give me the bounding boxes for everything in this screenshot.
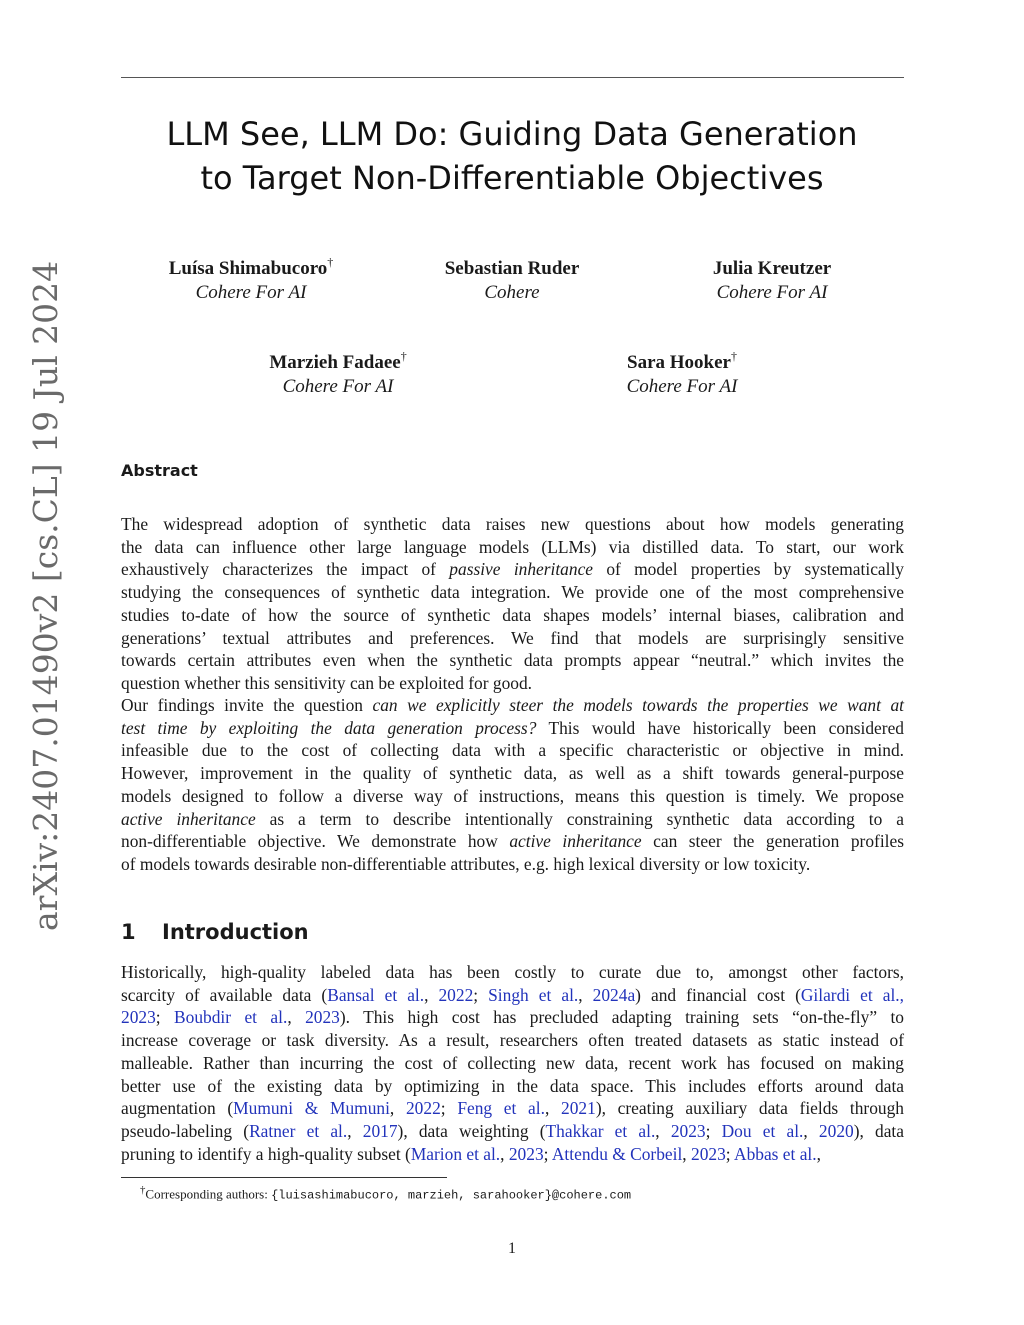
emphasis-text: passive inheritance [449, 559, 594, 580]
author-block [372, 250, 652, 305]
citation-link[interactable]: 2022 [438, 984, 474, 1005]
text-run: ). This high cost has precluded adapting training sets “on-the-fly” to [339, 1007, 904, 1028]
text-run: better use of the existing data by optimizing in the data space. This includes efforts around data [121, 1075, 904, 1096]
text-run: scarcity of available data ( [121, 984, 328, 1005]
citation-link[interactable]: Thakkar et al. [545, 1120, 656, 1141]
citation-link[interactable]: 2021 [561, 1098, 596, 1119]
author-block [632, 250, 912, 305]
text-run: , [578, 984, 593, 1005]
text-run: malleable. Rather than incurring the cost of collecting new data, recent work has focused on making [121, 1052, 904, 1073]
author-affiliation: Cohere For AI [626, 376, 738, 397]
text-line [121, 1097, 904, 1120]
footnote [140, 1181, 631, 1204]
abstract-paragraph-2 [121, 694, 904, 876]
citation-link[interactable]: 2023 [508, 1143, 544, 1164]
citation-link[interactable]: 2017 [362, 1120, 398, 1141]
text-run: Our findings invite the question [121, 695, 373, 715]
citation-link[interactable]: 2023 [691, 1143, 726, 1164]
text-run: Historically, high-quality labeled data has been costly to curate due to, amongst other factors, [121, 962, 904, 982]
text-run: , [803, 1120, 819, 1141]
abstract-heading: Abstract [121, 461, 198, 480]
text-run: ; [473, 984, 489, 1005]
text-line: of models towards desirable non-differentiable attributes, e.g. high lexical diversity or low toxicity. [121, 853, 811, 874]
top-rule [121, 77, 904, 78]
citation-link[interactable]: Abbas et al. [734, 1143, 817, 1164]
text-line [121, 984, 904, 1007]
author-block [542, 344, 822, 399]
text-line [121, 1029, 904, 1052]
citation-link[interactable]: Feng et al. [457, 1098, 545, 1119]
abstract-paragraph-1 [121, 513, 904, 695]
text-run: pruning to identify a high-quality subset ( [121, 1143, 411, 1164]
text-line [121, 1120, 904, 1143]
footnote-emails[interactable]: {luisashimabucoro, marzieh, sarahooker}@cohere.com [271, 1188, 632, 1203]
citation-link[interactable]: Attendu & Corbeil [551, 1143, 683, 1164]
text-line [121, 1006, 904, 1029]
text-run: ; [543, 1143, 552, 1164]
title-line-1: LLM See, LLM Do: Guiding Data Generation [166, 115, 858, 153]
section-title: Introduction [162, 920, 309, 944]
text-line [121, 717, 904, 740]
text-run: ; [725, 1143, 735, 1164]
text-run: as a term to describe intentionally constraining synthetic data according to a [255, 808, 904, 829]
author-affiliation: Cohere For AI [195, 282, 307, 303]
text-run: non-differentiable objective. We demonstrate how [121, 831, 510, 852]
text-run: ; [155, 1007, 175, 1028]
text-line: infeasible due to the cost of collecting data with a specific characteristic or objective in mind. [121, 740, 904, 761]
text-line: However, improvement in the quality of synthetic data, as well as a shift towards general-purpose [121, 763, 904, 784]
citation-link[interactable]: 2022 [405, 1098, 441, 1119]
author-name: Luísa Shimabucoro† [168, 255, 334, 279]
text-line: The widespread adoption of synthetic data raises new questions about how models generating [121, 514, 904, 534]
text-run: ), data [853, 1120, 904, 1141]
author-affiliation: Cohere For AI [716, 282, 828, 303]
text-line [121, 1052, 904, 1075]
text-line [121, 961, 904, 984]
citation-link[interactable]: Mumuni & Mumuni [233, 1098, 390, 1119]
text-run: ) and financial cost ( [635, 984, 801, 1005]
citation-link[interactable]: Gilardi et al., [800, 984, 904, 1005]
text-run: , [347, 1120, 363, 1141]
citation-link[interactable]: 2020 [818, 1120, 854, 1141]
text-run: , [655, 1120, 671, 1141]
arxiv-identifier[interactable]: arXiv:2407.01490v2 [cs.CL] 19 Jul 2024 [26, 260, 65, 931]
page-number: 1 [508, 1240, 516, 1257]
paper-title [100, 112, 924, 200]
text-line: studies to-date of how the source of synthetic data shapes models’ internal biases, calibration and [121, 604, 904, 625]
author-name: Sebastian Ruder [444, 258, 580, 279]
text-line [121, 808, 904, 831]
text-line [121, 558, 904, 581]
text-line: towards certain attributes even when the synthetic data prompts appear “neutral.” which invites the [121, 650, 904, 671]
citation-link[interactable]: Ratner et al. [249, 1120, 348, 1141]
text-line: studying the consequences of synthetic data integration. We provide one of the most comprehensive [121, 582, 904, 603]
footnote-text: Corresponding authors: [145, 1186, 272, 1202]
text-run: ; [440, 1098, 458, 1119]
text-run: , [287, 1007, 306, 1028]
author-name: Marzieh Fadaee† [269, 349, 407, 373]
text-run: of model properties by systematically [593, 559, 904, 580]
emphasis-text: test time by exploiting the data generation process? [121, 717, 537, 738]
text-run: pseudo-labeling ( [121, 1120, 250, 1141]
emphasis-text: can we explicitly steer the models towards the properties we want at [372, 695, 904, 715]
text-line [121, 1143, 904, 1166]
introduction-paragraph [121, 961, 904, 1165]
text-run: This would have historically been considered [536, 717, 904, 738]
citation-link[interactable]: Boubdir et al. [174, 1007, 288, 1028]
text-run: exhaustively characterizes the impact of [121, 559, 450, 580]
author-affiliation: Cohere [484, 282, 540, 303]
text-line [121, 1075, 904, 1098]
section-heading-introduction [121, 918, 309, 946]
citation-link[interactable]: 2023 [305, 1007, 340, 1028]
text-run: can steer the generation profiles [641, 831, 904, 852]
text-run: , [424, 984, 439, 1005]
citation-link[interactable]: 2023 [670, 1120, 706, 1141]
author-block [111, 250, 391, 305]
text-run: ), creating auxiliary data fields through [595, 1098, 904, 1119]
text-run: increase coverage or task diversity. As a result, researchers often treated datasets as static instead of [121, 1030, 904, 1051]
text-line: generations’ textual attributes and preferences. We find that models are surprisingly sensitive [121, 627, 904, 648]
text-run: , [682, 1143, 691, 1164]
citation-link[interactable]: 2023 [121, 1007, 156, 1028]
text-run: , [816, 1143, 821, 1164]
footnote-rule [121, 1177, 447, 1178]
text-run: ; [705, 1120, 722, 1141]
citation-link[interactable]: Bansal et al. [327, 984, 425, 1005]
text-line: question whether this sensitivity can be exploited for good. [121, 672, 533, 693]
emphasis-text: active inheritance [121, 808, 256, 829]
author-block [198, 344, 478, 399]
text-line [121, 830, 904, 853]
citation-link[interactable]: Dou et al. [721, 1120, 804, 1141]
text-line: the data can influence other large language models (LLMs) via distilled data. To start, our work [121, 536, 904, 557]
emphasis-text: active inheritance [509, 831, 642, 852]
citation-link[interactable]: Marion et al. [410, 1143, 501, 1164]
text-run: , [500, 1143, 509, 1164]
text-run: ), data weighting ( [397, 1120, 546, 1141]
text-run: augmentation ( [121, 1098, 234, 1119]
title-line-2: to Target Non-Differentiable Objectives [200, 159, 824, 197]
citation-link[interactable]: 2024a [592, 984, 636, 1005]
author-name: Julia Kreutzer [712, 258, 832, 279]
author-affiliation: Cohere For AI [282, 376, 394, 397]
text-run: , [389, 1098, 406, 1119]
footnote-mark: † [140, 1184, 146, 1196]
author-name: Sara Hooker† [627, 349, 737, 373]
text-line [121, 694, 904, 717]
text-line: models designed to follow a diverse way of instructions, means this question is timely. We propose [121, 785, 904, 806]
text-run: , [544, 1098, 562, 1119]
section-number: 1 [121, 920, 136, 944]
citation-link[interactable]: Singh et al. [488, 984, 579, 1005]
